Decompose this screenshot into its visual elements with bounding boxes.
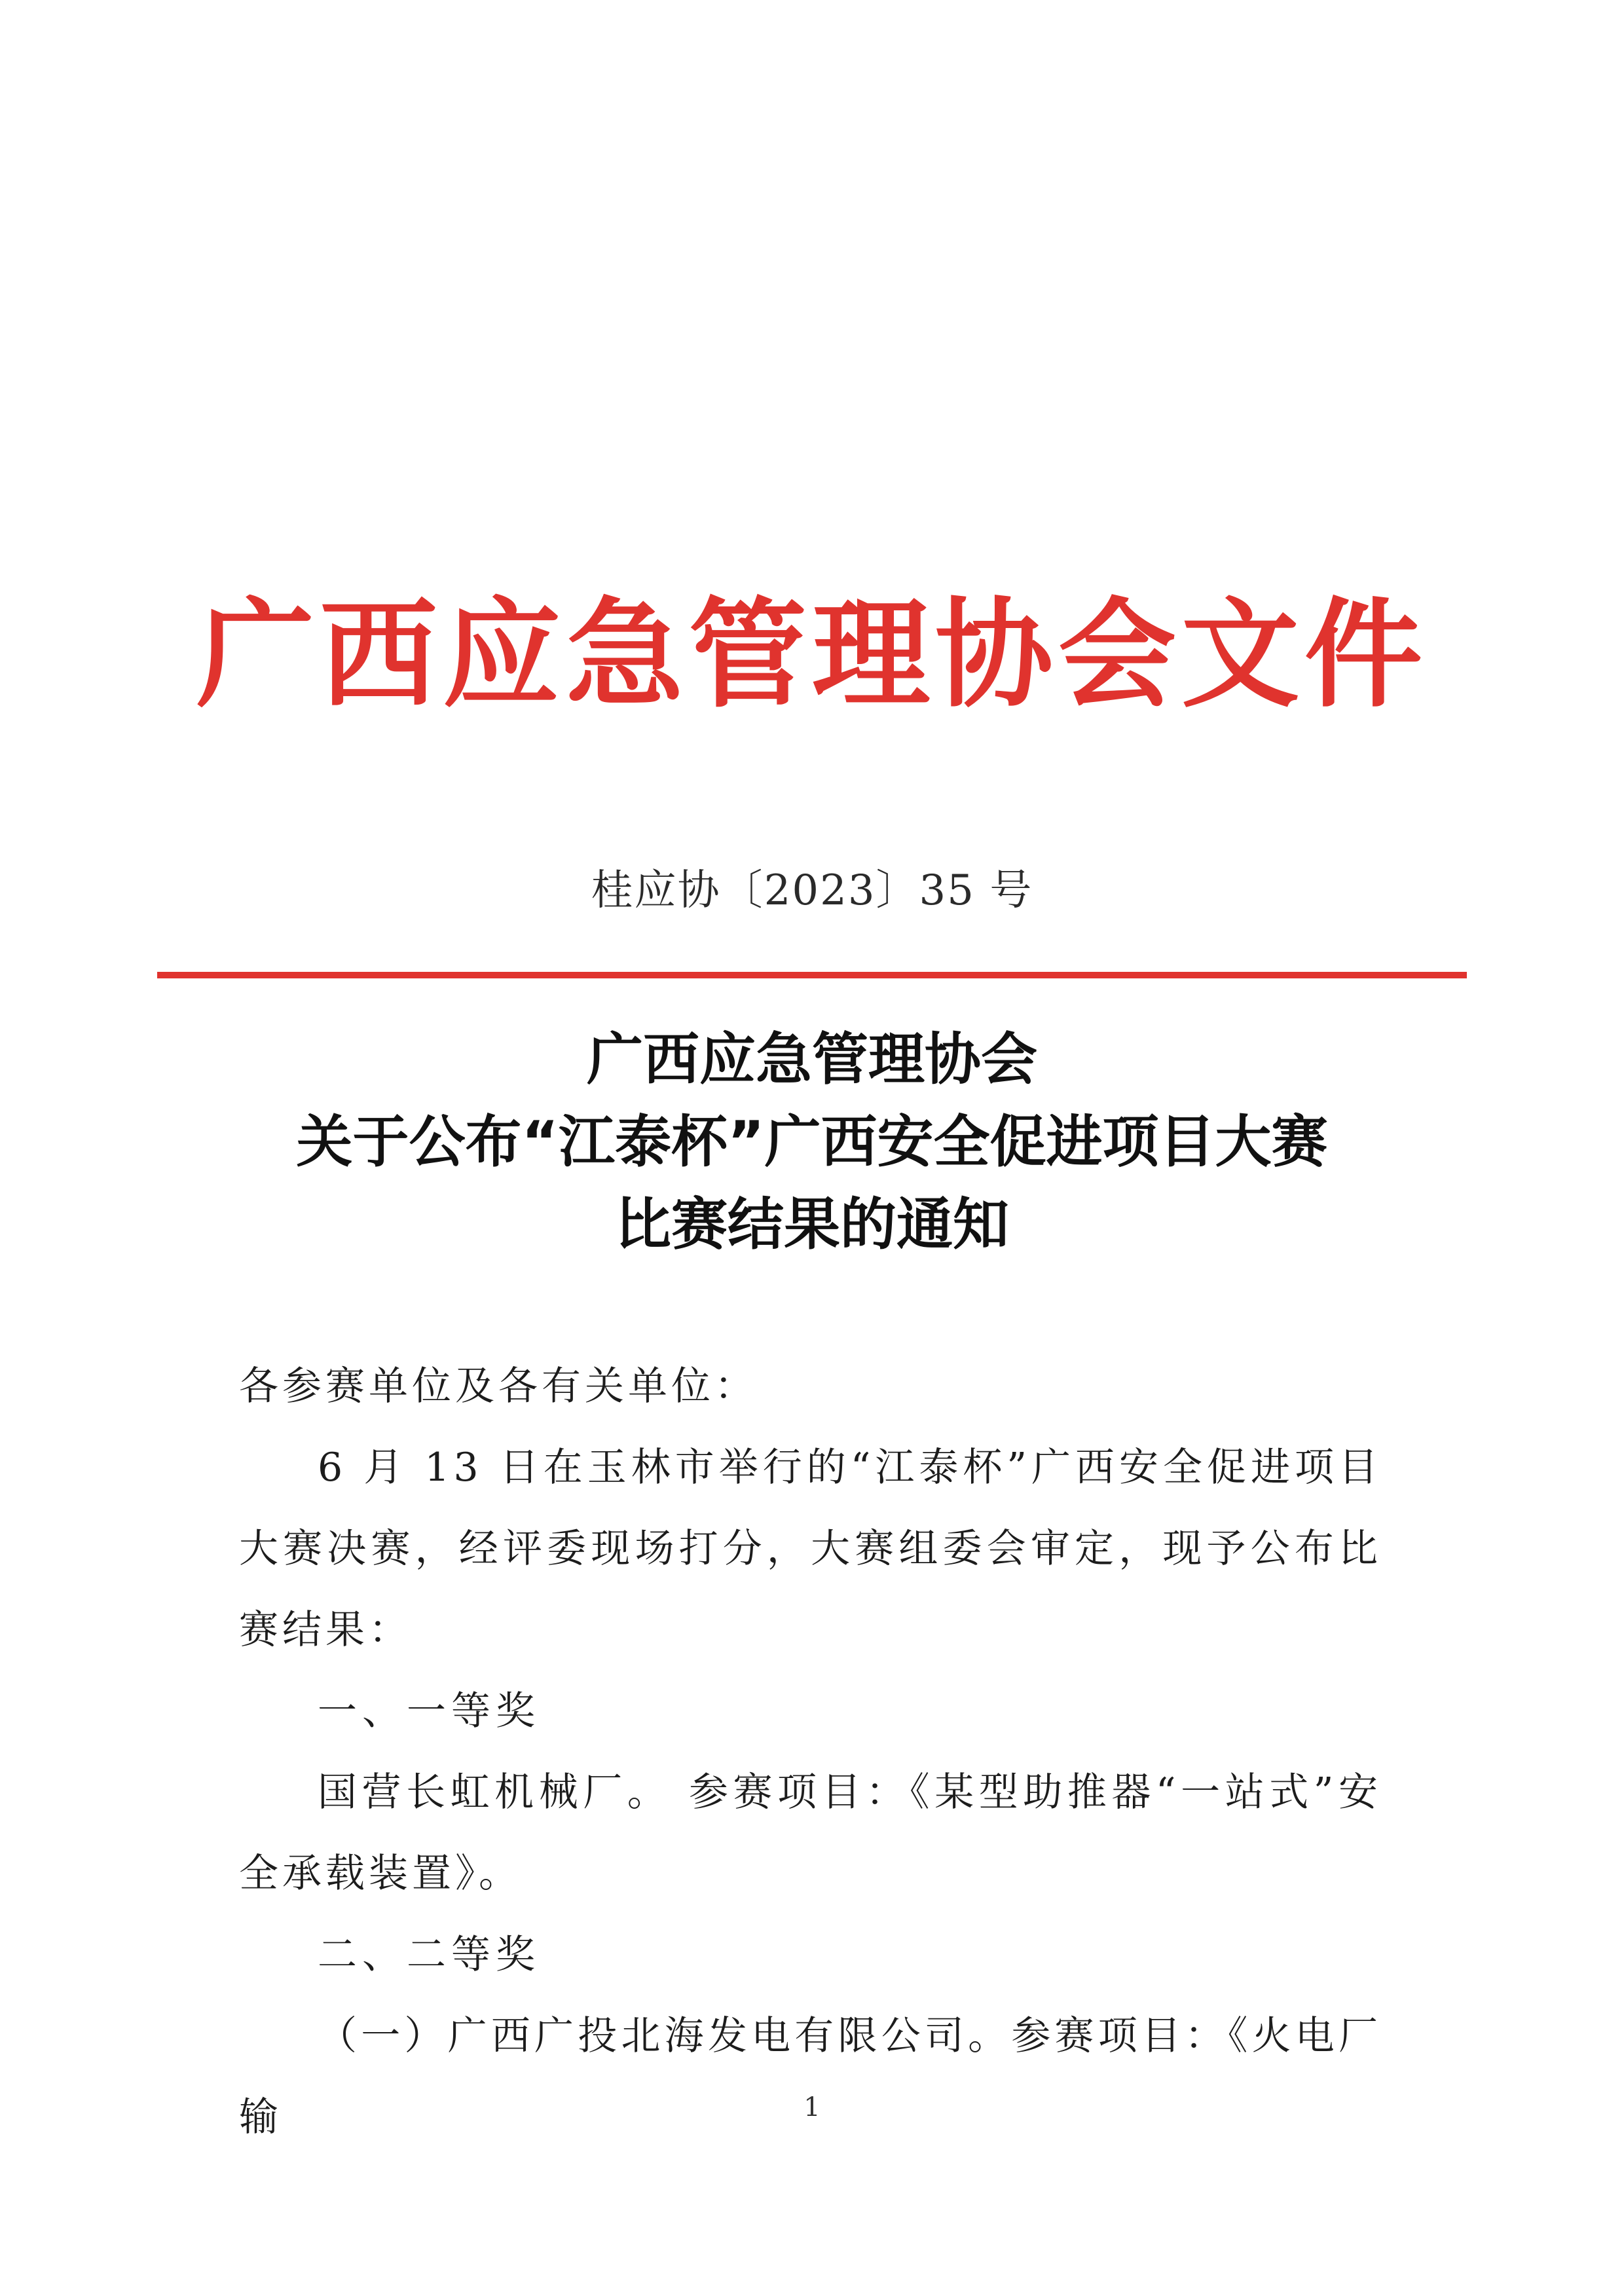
document-number: 桂应协〔2023〕35 号 [591, 866, 1033, 915]
masthead-title: 广西应急管理协会文件 [196, 585, 1428, 724]
notice-title-line-3: 比赛结果的通知 [615, 1192, 1009, 1257]
salutation: 各参赛单位及各有关单位： [239, 1363, 758, 1409]
page-number: 1 [803, 2092, 821, 2122]
second-prize-item-1: （一）广西广投北海发电有限公司。参赛项目：《火电厂输 [239, 2013, 1382, 2140]
notice-body [239, 1346, 1382, 2158]
section-1-heading: 一、一等奖 [318, 1688, 540, 1734]
section-2-heading: 二、二等奖 [318, 1932, 540, 1978]
first-prize-paragraph: 国营长虹机械厂。 参赛项目：《某型助推器“一站式”安全承载装置》。 [239, 1769, 1382, 1897]
notice-title [0, 1018, 1624, 1266]
notice-title-line-1: 广西应急管理协会 [587, 1027, 1037, 1092]
red-divider-line [157, 972, 1467, 978]
intro-paragraph: 6 月 13 日在玉林市举行的“江泰杯”广西安全促进项目大赛决赛，经评委现场打分，大赛组委会审定，现予公布比赛结果： [239, 1445, 1382, 1653]
notice-title-line-2: 关于公布“江泰杯”广西安全促进项目大赛 [296, 1109, 1328, 1175]
